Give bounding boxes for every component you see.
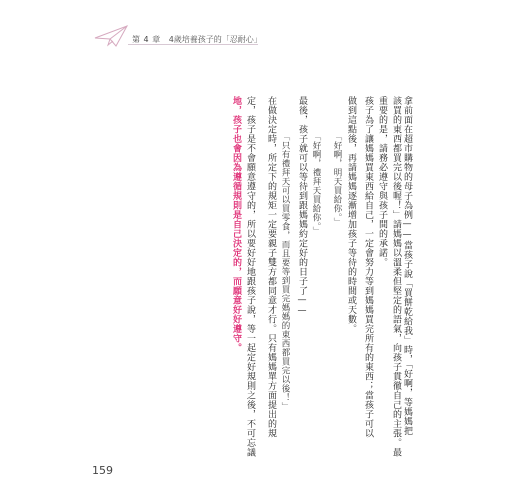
paragraph-line: 做到這點後，再請媽媽逐漸增加孩子等待的時間或天數。 [346, 96, 356, 334]
dialogue-line: 「好啊，明天買給你。」 [332, 132, 342, 227]
paragraph-line: 孩子為了讓媽媽買東西給自己，一定會努力等到媽媽買完所有的東西；當孩子可以 [363, 96, 373, 438]
header-divider [128, 44, 258, 45]
dialogue-line: 「好啊，禮拜天買給你。」 [311, 132, 321, 236]
highlighted-line: 地，孩子也會因為遵循規則是自己決定的，而願意好好遵守。 [231, 96, 241, 353]
vertical-body-text [112, 96, 412, 458]
paragraph-line: 重要的是，請務必遵守與孩子間的承諾。 [377, 96, 387, 267]
chapter-number: 第 4 章 [132, 34, 161, 44]
page-number: 159 [92, 464, 113, 477]
paragraph-line: 該買的東西都買完以後喔！」請媽媽以溫柔但堅定的語氣，向孩子貫徹自己的主張。最 [391, 96, 401, 457]
paragraph-line: 最後，孩子就可以等待到跟媽媽約定好的日子了—— [297, 96, 307, 317]
paragraph-line: 拿前面在超市購物的母子為例——當孩子說「買餅乾給我」時，「好啊，等媽媽把 [402, 96, 412, 436]
dialogue-line: 「只有禮拜天可以買零食，而且要等到買完媽媽的東西都買完以後！」 [280, 132, 290, 411]
paper-plane-icon [94, 24, 128, 48]
paragraph-line: 定，孩子是不會願意遵守的，所以要好好地跟孩子說，等一起定好規則之後，不可忘議 [245, 96, 255, 457]
paragraph-line: 在做決定時，所定下的規矩一定要親子雙方都同意才行。只有媽媽單方面提出的規 [266, 96, 276, 438]
chapter-title: 4歲培養孩子的「忍耐心」 [168, 34, 262, 44]
